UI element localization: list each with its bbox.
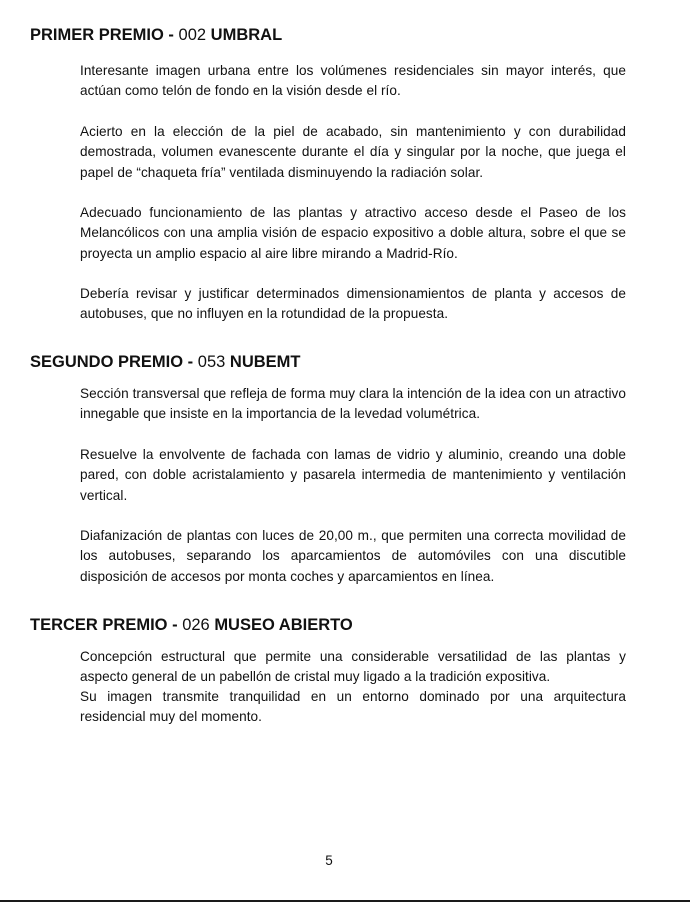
prize-label: TERCER PREMIO -	[30, 616, 178, 634]
prize-label: SEGUNDO PREMIO -	[30, 353, 194, 371]
paragraph: Diafanización de plantas con luces de 20,00 m., que permiten una correcta movilidad de los autobuses, separando los aparcamientos de automóviles con una discutible disposición de accesos por monta coches y aparcamientos en línea.	[80, 528, 626, 584]
entry-number: 026	[182, 616, 210, 634]
page-number: 5	[325, 853, 333, 868]
entry-name: MUSEO ABIERTO	[214, 616, 353, 634]
entry-number: 002	[178, 26, 207, 44]
prize-label: PRIMER PREMIO -	[30, 26, 174, 44]
entry-name: UMBRAL	[210, 26, 283, 44]
paragraph: Interesante imagen urbana entre los volúmenes residenciales sin mayor interés, que actúan como telón de fondo en la visión desde el río.	[80, 63, 626, 99]
entry-name: NUBEMT	[229, 353, 301, 371]
paragraph: Sección transversal que refleja de forma muy clara la intención de la idea con un atractivo innegable que insiste en la importancia de la levedad volumétrica.	[80, 386, 626, 422]
section-title-tercer-premio	[30, 615, 353, 635]
section-title-primer-premio	[30, 25, 282, 45]
paragraph: Concepción estructural que permite una considerable versatilidad de las plantas y aspecto general de un pabellón de cristal muy ligado a la tradición expositiva.	[80, 649, 626, 685]
paragraph: Resuelve la envolvente de fachada con lamas de vidrio y aluminio, creando una doble pared, con doble acristalamiento y pasarela intermedia de mantenimiento y ventilación vertical.	[80, 447, 626, 503]
paragraph: Debería revisar y justificar determinados dimensionamientos de planta y accesos de autobuses, que no influyen en la rotundidad de la propuesta.	[80, 286, 626, 322]
paragraph: Su imagen transmite tranquilidad en un entorno dominado por una arquitectura residencial muy del momento.	[80, 689, 626, 725]
paragraph: Adecuado funcionamiento de las plantas y atractivo acceso desde el Paseo de los Melancólicos con una amplia visión de espacio expositivo a doble altura, sobre el que se proyecta un amplio espacio al aire libre mirando a Madrid-Río.	[80, 205, 626, 261]
paragraph: Acierto en la elección de la piel de acabado, sin mantenimiento y con durabilidad demostrada, volumen evanescente durante el día y singular por la noche, que juega el papel de “chaqueta fría” ventilada disminuyendo la radiación solar.	[80, 124, 626, 180]
section-title-segundo-premio	[30, 352, 300, 372]
footer-divider	[0, 900, 690, 902]
entry-number: 053	[197, 353, 226, 371]
